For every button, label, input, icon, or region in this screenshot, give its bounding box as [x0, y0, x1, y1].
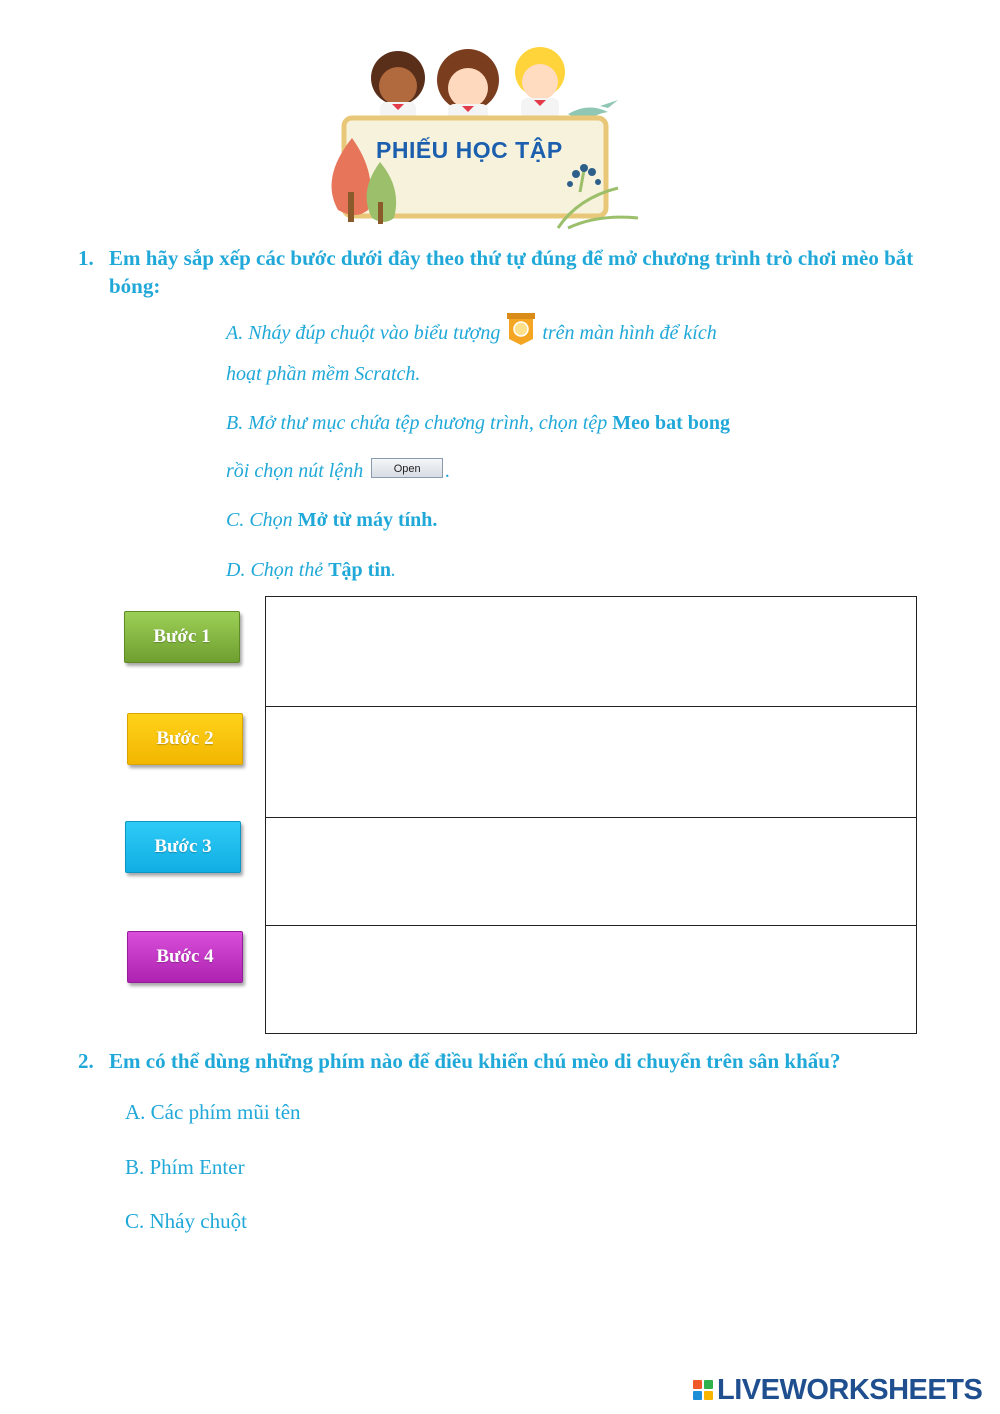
option-c-text: C. Chọn — [226, 509, 293, 531]
option-b-end: . — [445, 460, 451, 482]
liveworksheets-logo — [693, 1374, 982, 1406]
option-d — [226, 559, 396, 582]
step-3-answer-box[interactable] — [266, 817, 916, 926]
question-1-text: Em hãy sắp xếp các bước dưới đây theo thứ tự đúng để mở chương trình trò chơi mèo bắt bóng: — [109, 246, 914, 298]
option-a-line-2: hoạt phần mềm Scratch. — [226, 363, 421, 385]
question-2-text: Em có thể dùng những phím nào để điều khiển chú mèo di chuyển trên sân khấu? — [109, 1049, 841, 1073]
step-2-answer-box[interactable] — [266, 706, 916, 818]
option-d-end: . — [391, 559, 397, 581]
kids-illustration — [318, 42, 648, 234]
step-1-label: Bước 1 — [124, 611, 240, 663]
option-b-filename: Meo bat bong — [612, 412, 731, 434]
step-2-label: Bước 2 — [127, 713, 243, 765]
open-button-image: Open — [371, 458, 443, 478]
worksheet-title: PHIẾU HỌC TẬP — [376, 137, 563, 163]
option-b-line-2 — [226, 460, 450, 483]
option-c-bold: Mở từ máy tính. — [297, 509, 438, 531]
answer-option-b[interactable]: B. Phím Enter — [125, 1155, 245, 1179]
option-b-text-cont: rồi chọn nút lệnh — [226, 460, 364, 482]
question-2-number: 2. — [78, 1049, 94, 1073]
step-4-answer-box[interactable] — [266, 925, 916, 1033]
kid-middle-icon — [437, 49, 499, 122]
option-a-line-1 — [226, 322, 717, 346]
liveworksheets-logo-text: LIVEWORKSHEETS — [717, 1373, 983, 1406]
option-c — [226, 509, 437, 532]
answer-table — [265, 596, 917, 1034]
worksheet-banner — [318, 42, 648, 234]
step-3-label: Bước 3 — [125, 821, 241, 873]
question-1-number: 1. — [78, 246, 94, 270]
scratch-app-icon — [506, 312, 536, 346]
option-a-text-cont: trên màn hình để kích — [542, 322, 717, 344]
kid-left-icon — [371, 51, 425, 120]
liveworksheets-logo-icon — [693, 1380, 713, 1400]
answer-option-a[interactable]: A. Các phím mũi tên — [125, 1100, 301, 1124]
option-d-bold: Tập tin — [328, 559, 392, 581]
kid-right-icon — [515, 47, 565, 118]
answer-option-c[interactable]: C. Nháy chuột — [125, 1209, 247, 1233]
step-1-answer-box[interactable] — [266, 597, 916, 707]
step-4-label: Bước 4 — [127, 931, 243, 983]
option-b-line-1 — [226, 412, 730, 435]
option-d-text: D. Chọn thẻ — [226, 559, 324, 581]
option-b-text: B. Mở thư mục chứa tệp chương trình, chọn tệp — [226, 412, 608, 434]
option-a-text: A. Nháy đúp chuột vào biểu tượng — [226, 322, 501, 344]
